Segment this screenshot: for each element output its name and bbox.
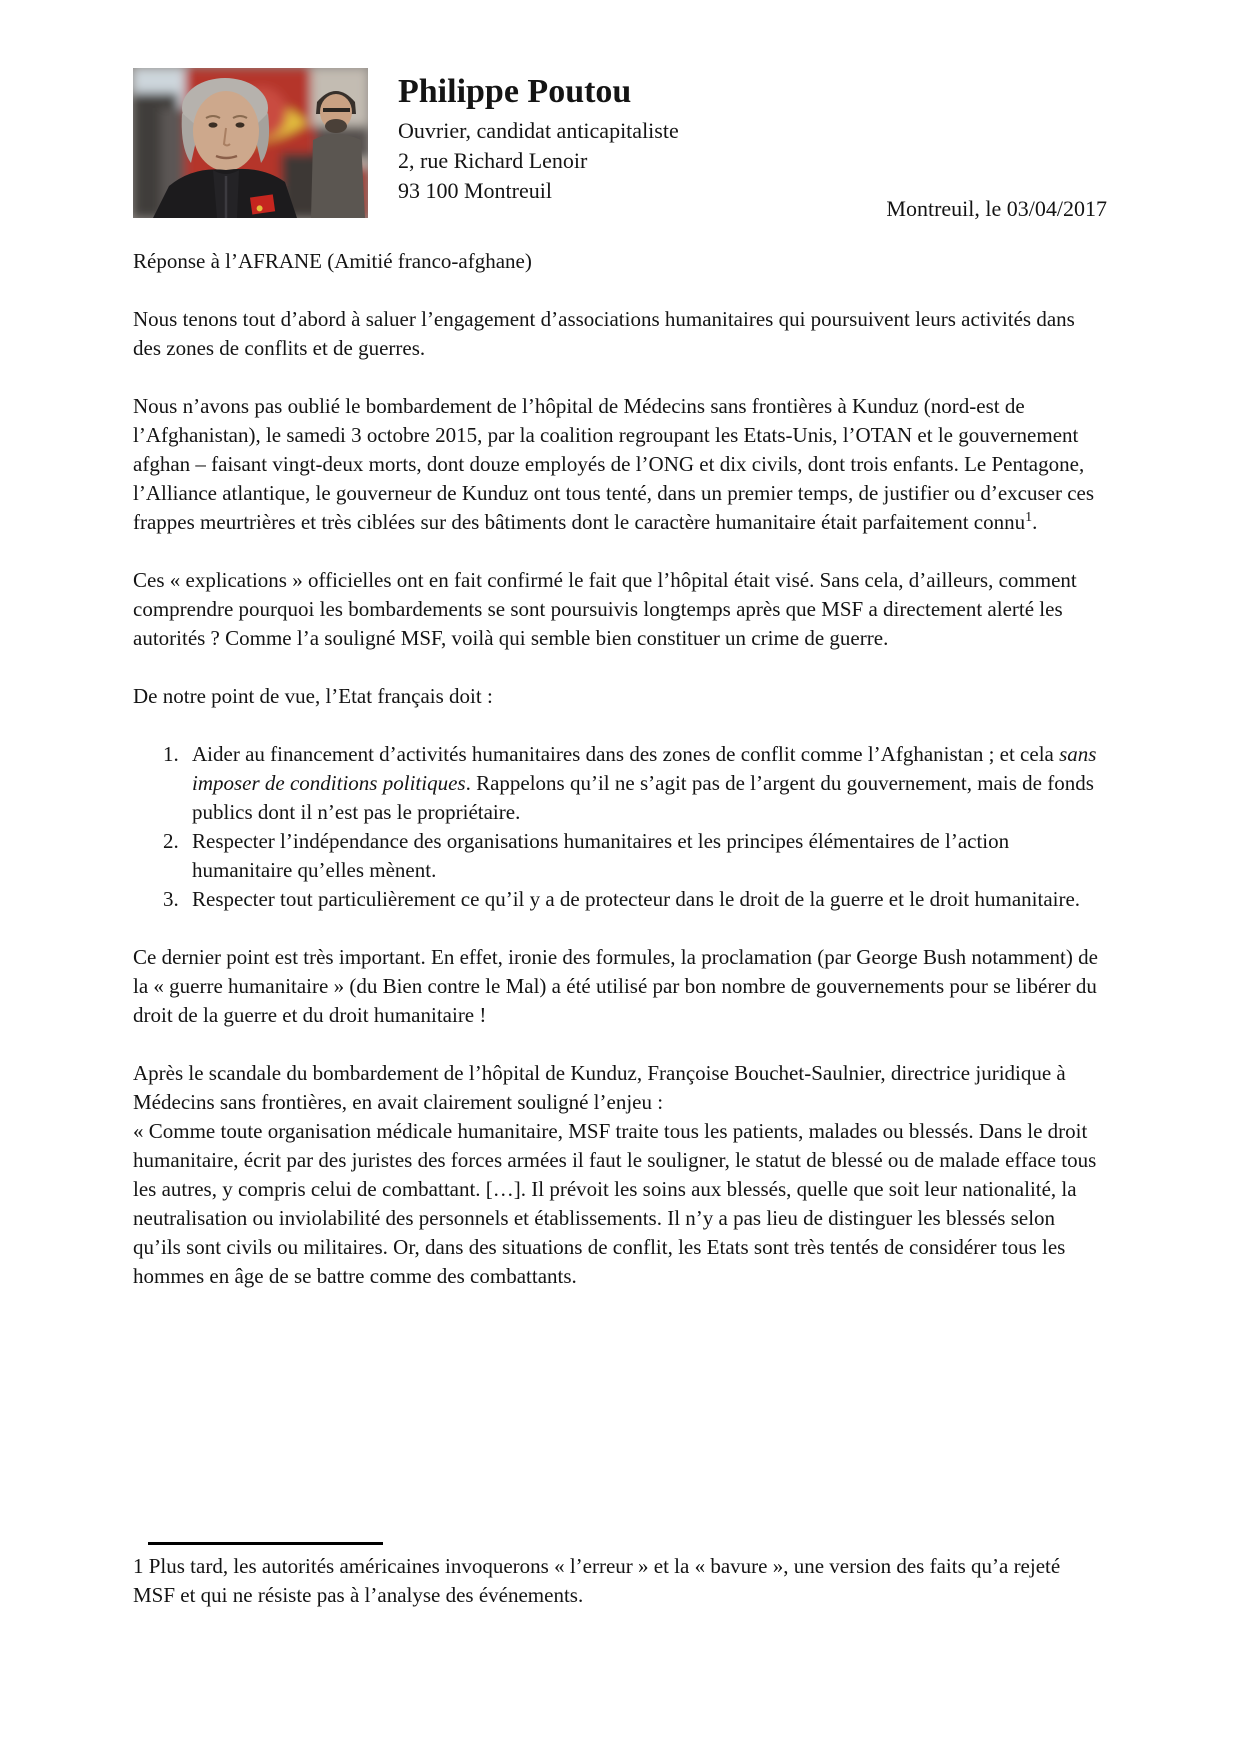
list-item-text [192, 827, 1107, 885]
list-item-text [192, 740, 1107, 827]
list-item [133, 885, 1107, 914]
subject-line: Réponse à l’AFRANE (Amitié franco-afghane) [133, 249, 532, 273]
list-item-text-pre: Respecter l’indépendance des organisations humanitaires et les principes élémentaires de l’action humanitaire qu’elles mènent. [192, 829, 1010, 882]
footnote-reference-1: 1 [1025, 510, 1033, 525]
sender-city: 93 100 Montreuil [398, 178, 552, 203]
paragraph-bouchet-saulnier-intro: Après le scandale du bombardement de l’hôpital de Kunduz, Françoise Bouchet-Saulnier, directrice juridique à Médecins sans frontières, en avait clairement souligné l’enjeu : [133, 1061, 1066, 1114]
footnote-separator [148, 1542, 383, 1545]
list-item-number: 3. [163, 887, 179, 911]
demands-list [133, 740, 1107, 914]
dateline: Montreuil, le 03/04/2017 [886, 196, 1107, 221]
sender-name: Philippe Poutou [398, 73, 632, 110]
list-item [133, 740, 1107, 827]
paragraph-kunduz-bombing [133, 392, 1107, 537]
paragraph-kunduz-period: . [1032, 510, 1038, 534]
paragraph-etat-francais: De notre point de vue, l’Etat français doit : [133, 684, 493, 708]
list-item-number: 1. [163, 742, 179, 766]
paragraph-dernier-point: Ce dernier point est très important. En effet, ironie des formules, la proclamation (par George Bush notamment) de la « guerre humanitaire » (du Bien contre le Mal) a été utilisé par bon nombre de gouvernements pour se libérer du droit de la guerre et du droit humanitaire ! [133, 945, 1098, 1027]
sender-role: Ouvrier, candidat anticapitaliste [398, 118, 679, 143]
sender-identity [398, 68, 679, 206]
footnote-block [133, 1542, 1107, 1610]
list-item-text-italic: sans imposer de conditions politiques [192, 742, 1097, 795]
paragraph-kunduz-text: Nous n’avons pas oublié le bombardement de l’hôpital de Médecins sans frontières à Kunduz (nord-est de l’Afghanistan), le samedi 3 octobre 2015, par la coalition regroupant les Etats-Unis, l’OTAN et le gouvernement afghan – faisant vingt-deux morts, dont douze employés de l’ONG et dix civils, dont trois enfants. Le Pentagone, l’Alliance atlantique, le gouverneur de Kunduz ont tous tenté, dans un premier temps, de justifier ou d’excuser ces frappes meurtrières et très ciblées sur des bâtiments dont le caractère humanitaire était parfaitement connu [133, 394, 1095, 534]
list-item-number: 2. [163, 829, 179, 853]
list-item-text-pre: Respecter tout particulièrement ce qu’il y a de protecteur dans le droit de la guerre et le droit humanitaire. [192, 887, 1081, 911]
sender-street: 2, rue Richard Lenoir [398, 148, 588, 173]
paragraph-explications: Ces « explications » officielles ont en fait confirmé le fait que l’hôpital était visé. Sans cela, d’ailleurs, comment comprendre pourquoi les bombardements se sont poursuivis longtemps après que MSF a directement alerté les autorités ? Comme l’a souligné MSF, voilà qui semble bien constituer un crime de guerre. [133, 568, 1077, 650]
list-item [133, 827, 1107, 885]
footnote-text: 1 Plus tard, les autorités américaines invoquerons « l’erreur » et la « bavure », une version des faits qu’a rejeté MSF et qui ne résiste pas à l’analyse des événements. [133, 1554, 1061, 1607]
paragraph-greeting-engagement: Nous tenons tout d’abord à saluer l’engagement d’associations humanitaires qui poursuivent leurs activités dans des zones de conflits et de guerres. [133, 307, 1075, 360]
list-item-text [192, 885, 1107, 914]
list-item-text-pre: Aider au financement d’activités humanitaires dans des zones de conflit comme l’Afghanistan ; et cela [192, 742, 1060, 766]
paragraph-bouchet-saulnier-quote: « Comme toute organisation médicale humanitaire, MSF traite tous les patients, malades ou blessés. Dans le droit humanitaire, écrit par des juristes des forces armées il faut le souligner, le statut de blessé ou de malade efface tous les autres, y compris celui de combattant. […]. Il prévoit les soins aux blessés, quelle que soit leur nationalité, la neutralisation ou inviolabilité des personnels et établissements. Il n’y a pas lieu de distinguer les blessés selon qu’ils sont civils ou militaires. Or, dans des situations de conflit, les Etats sont très tentés de considérer tous les hommes en âge de se battre comme des combattants. [133, 1119, 1097, 1288]
list-item-text-post: . Rappelons qu’il ne s’agit pas de l’argent du gouvernement, mais de fonds publics dont il n’est pas le propriétaire. [192, 771, 1094, 824]
